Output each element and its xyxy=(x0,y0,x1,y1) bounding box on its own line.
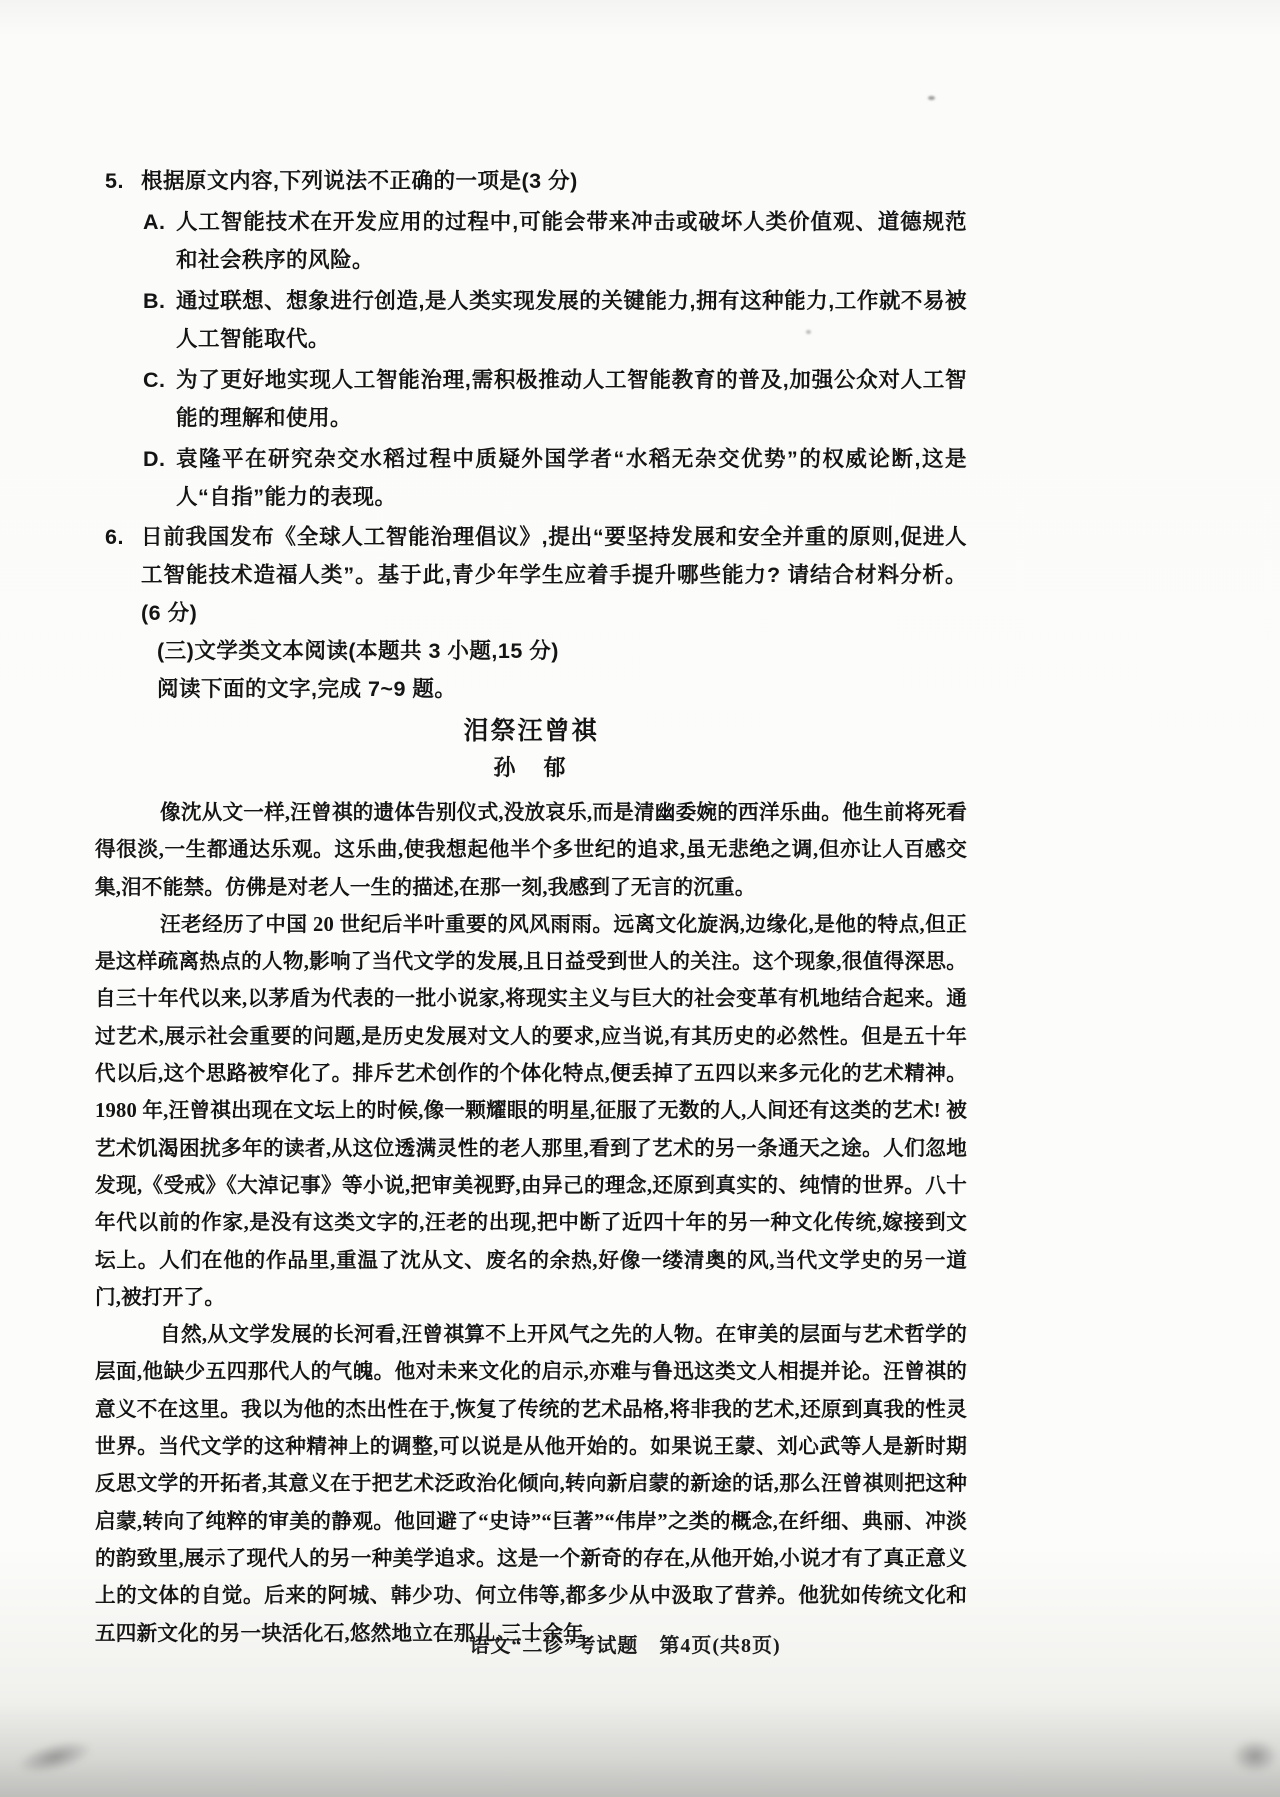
question-number: 6. xyxy=(105,525,124,549)
option-b xyxy=(143,282,967,358)
question-5-stem-row xyxy=(105,162,967,200)
question-number: 5. xyxy=(105,169,124,193)
question-stem: 根据原文内容,下列说法不正确的一项是(3 分) xyxy=(141,169,578,193)
passage-author: 孙 郁 xyxy=(493,755,569,780)
option-c xyxy=(143,361,967,437)
option-label: D. xyxy=(143,447,166,471)
option-label: B. xyxy=(143,289,166,313)
section-heading: (三)文学类文本阅读(本题共 3 小题,15 分) xyxy=(157,639,559,663)
passage-body xyxy=(95,795,967,1653)
option-d xyxy=(143,440,967,516)
passage-title: 泪祭汪曾祺 xyxy=(463,717,599,745)
page-content xyxy=(95,162,967,1653)
scan-speck xyxy=(928,96,935,100)
option-text: 人工智能技术在开发应用的过程中,可能会带来冲击或破坏人类价值观、道德规范和社会秩序的风险。 xyxy=(176,210,967,272)
question-stem: 日前我国发布《全球人工智能治理倡议》,提出“要坚持发展和安全并重的原则,促进人工智能技术造福人类”。基于此,青少年学生应着手提升哪些能力? 请结合材料分析。(6 分) xyxy=(141,525,967,625)
option-text: 袁隆平在研究杂交水稻过程中质疑外国学者“水稻无杂交优势”的权威论断,这是人“自指”能力的表现。 xyxy=(176,447,967,509)
question-6 xyxy=(95,518,967,632)
passage-paragraph-2: 汪老经历了中国 20 世纪后半叶重要的风风雨雨。远离文化旋涡,边缘化,是他的特点,但正是这样疏离热点的人物,影响了当代文学的发展,且日益受到世人的关注。这个现象,很值得深思。自三十年代以来,以茅盾为代表的一批小说家,将现实主义与巨大的社会变革有机地结合起来。通过艺术,展示社会重要的问题,是历史发展对文人的要求,应当说,有其历史的必然性。但是五十年代以后,这个思路被窄化了。排斥艺术创作的个体化特点,便丢掉了五四以来多元化的艺术精神。1980 年,汪曾祺出现在文坛上的时候,像一颗耀眼的明星,征服了无数的人,人间还有这类的艺术! 被艺术饥渴困扰多年的读者,从这位透满灵性的老人那里,看到了艺术的另一条通天之途。人们忽地发现,《受戒》《大淖记事》等小说,把审美视野,由异己的理念,还原到真实的、纯情的世界。八十年代以前的作家,是没有这类文字的,汪老的出现,把中断了近四十年的另一种文化传统,嫁接到文坛上。人们在他的作品里,重温了沈从文、废名的余热,好像一缕清奥的风,当代文学史的另一道门,被打开了。 xyxy=(95,913,967,1309)
reading-instruction: 阅读下面的文字,完成 7~9 题。 xyxy=(157,677,457,701)
scan-shadow xyxy=(0,1702,1280,1797)
question-6-stem-row xyxy=(105,518,967,632)
option-text: 为了更好地实现人工智能治理,需积极推动人工智能教育的普及,加强公众对人工智能的理解和使用。 xyxy=(176,368,967,430)
question-5 xyxy=(95,162,967,516)
passage-paragraph-3: 自然,从文学发展的长河看,汪曾祺算不上开风气之先的人物。在审美的层面与艺术哲学的层面,他缺少五四那代人的气魄。他对未来文化的启示,亦难与鲁迅这类文人相提并论。汪曾祺的意义不在这里。我以为他的杰出性在于,恢复了传统的艺术品格,将非我的艺术,还原到真我的性灵世界。当代文学的这种精神上的调整,可以说是从他开始的。如果说王蒙、刘心武等人是新时期反思文学的开拓者,其意义在于把艺术泛政治化倾向,转向新启蒙的新途的话,那么汪曾祺则把这种启蒙,转向了纯粹的审美的静观。他回避了“史诗”“巨著”“伟岸”之类的概念,在纤细、典丽、冲淡的韵致里,展示了现代人的另一种美学追求。这是一个新奇的存在,从他开始,小说才有了真正意义上的文体的自觉。后来的阿城、韩少功、何立伟等,都多少从中汲取了营养。他犹如传统文化和五四新文化的另一块活化石,悠然地立在那儿,三十余年 xyxy=(95,1324,967,1645)
option-label: C. xyxy=(143,368,166,392)
page-footer: 语文“二诊”考试题 第4页(共8页) xyxy=(469,1635,781,1657)
option-text: 通过联想、想象进行创造,是人类实现发展的关键能力,拥有这种能力,工作就不易被人工智能取代。 xyxy=(176,289,967,351)
option-a xyxy=(143,203,967,279)
passage-paragraph-1: 像沈从文一样,汪曾祺的遗体告别仪式,没放哀乐,而是清幽委婉的西洋乐曲。他生前将死看得很淡,一生都通达乐观。这乐曲,使我想起他半个多世纪的追求,虽无悲绝之调,但亦让人百感交集,泪不能禁。仿佛是对老人一生的描述,在那一刻,我感到了无言的沉重。 xyxy=(95,802,967,899)
option-label: A. xyxy=(143,210,166,234)
scan-smudge xyxy=(1232,1739,1278,1773)
